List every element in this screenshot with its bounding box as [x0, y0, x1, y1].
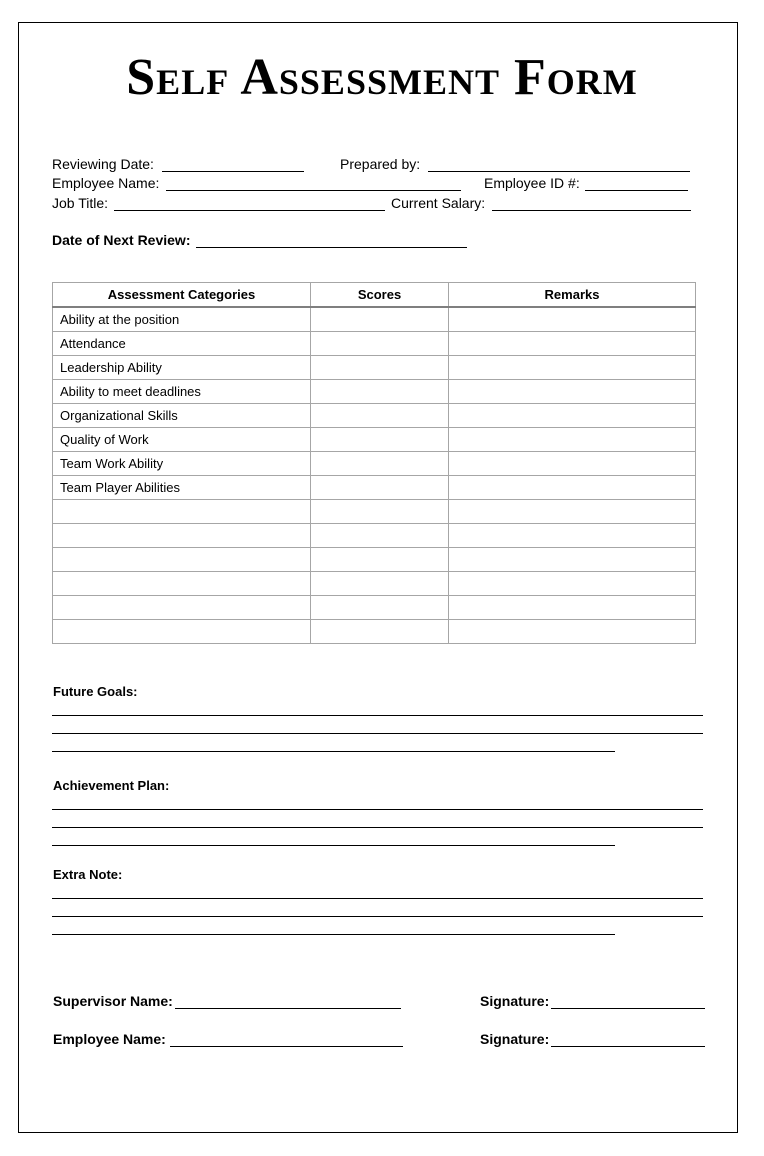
column-header-scores: Scores — [311, 283, 449, 308]
future-goals-line-3[interactable] — [52, 751, 615, 752]
remarks-cell[interactable] — [449, 380, 696, 404]
remarks-cell[interactable] — [449, 500, 696, 524]
table-header-row — [53, 283, 696, 308]
remarks-cell[interactable] — [449, 428, 696, 452]
employee-id-line — [585, 190, 688, 191]
score-cell[interactable] — [311, 596, 449, 620]
job-title-line — [114, 210, 385, 211]
supervisor-signature-line — [551, 1008, 705, 1009]
next-review-field[interactable] — [52, 232, 190, 248]
remarks-cell[interactable] — [449, 404, 696, 428]
category-cell: Quality of Work — [53, 428, 311, 452]
table-row — [53, 380, 696, 404]
category-cell — [53, 500, 311, 524]
remarks-cell[interactable] — [449, 596, 696, 620]
score-cell[interactable] — [311, 428, 449, 452]
prepared-by-line — [428, 171, 690, 172]
job-title-field[interactable] — [52, 195, 108, 211]
reviewing-date-line — [162, 171, 304, 172]
next-review-line — [196, 247, 467, 248]
future-goals-label: Future Goals: — [53, 684, 138, 699]
achievement-plan-label: Achievement Plan: — [53, 778, 170, 793]
score-cell[interactable] — [311, 380, 449, 404]
score-cell[interactable] — [311, 476, 449, 500]
assessment-table — [52, 282, 696, 644]
score-cell[interactable] — [311, 500, 449, 524]
category-cell — [53, 620, 311, 644]
employee-name-sign-field[interactable] — [53, 1031, 166, 1047]
column-header-categories: Assessment Categories — [53, 283, 311, 308]
category-cell: Ability at the position — [53, 307, 311, 332]
employee-id-label: Employee ID #: — [484, 175, 580, 191]
extra-note-line-2[interactable] — [52, 916, 703, 917]
score-cell[interactable] — [311, 620, 449, 644]
category-cell: Ability to meet deadlines — [53, 380, 311, 404]
score-cell[interactable] — [311, 452, 449, 476]
table-row — [53, 596, 696, 620]
employee-signature-label: Signature: — [480, 1031, 550, 1047]
future-goals-line-1[interactable] — [52, 715, 703, 716]
table-row — [53, 428, 696, 452]
supervisor-name-label: Supervisor Name: — [53, 993, 173, 1009]
remarks-cell[interactable] — [449, 356, 696, 380]
remarks-cell[interactable] — [449, 332, 696, 356]
supervisor-signature-field[interactable] — [480, 993, 549, 1009]
remarks-cell[interactable] — [449, 548, 696, 572]
extra-note-line-3[interactable] — [52, 934, 615, 935]
employee-name-label: Employee Name: — [52, 175, 160, 191]
job-title-label: Job Title: — [52, 195, 109, 211]
remarks-cell[interactable] — [449, 452, 696, 476]
employee-id-field[interactable] — [484, 175, 580, 191]
employee-signature-field[interactable] — [480, 1031, 549, 1047]
score-cell[interactable] — [311, 307, 449, 332]
category-cell: Team Player Abilities — [53, 476, 311, 500]
table-row — [53, 524, 696, 548]
table-row — [53, 332, 696, 356]
table-row — [53, 307, 696, 332]
achievement-plan-line-1[interactable] — [52, 809, 703, 810]
current-salary-label: Current Salary: — [391, 195, 486, 211]
remarks-cell[interactable] — [449, 476, 696, 500]
category-cell: Team Work Ability — [53, 452, 311, 476]
category-cell — [53, 548, 311, 572]
score-cell[interactable] — [311, 332, 449, 356]
form-title: Self Assessment Form — [126, 49, 638, 106]
remarks-cell[interactable] — [449, 524, 696, 548]
remarks-cell[interactable] — [449, 307, 696, 332]
table-row — [53, 476, 696, 500]
column-header-remarks: Remarks — [449, 283, 696, 308]
employee-name-field[interactable] — [52, 175, 159, 191]
employee-name-sign-label: Employee Name: — [53, 1031, 166, 1047]
table-row — [53, 452, 696, 476]
employee-signature-line — [551, 1046, 705, 1047]
table-body — [53, 307, 696, 644]
score-cell[interactable] — [311, 404, 449, 428]
table-row — [53, 572, 696, 596]
future-goals-line-2[interactable] — [52, 733, 703, 734]
reviewing-date-label: Reviewing Date: — [52, 156, 154, 172]
supervisor-name-field[interactable] — [53, 993, 173, 1009]
extra-note-label: Extra Note: — [53, 867, 123, 882]
table-row — [53, 620, 696, 644]
achievement-plan-line-3[interactable] — [52, 845, 615, 846]
employee-name-sign-line — [170, 1046, 403, 1047]
remarks-cell[interactable] — [449, 620, 696, 644]
table-row — [53, 548, 696, 572]
current-salary-line — [492, 210, 691, 211]
score-cell[interactable] — [311, 572, 449, 596]
prepared-by-label: Prepared by: — [340, 156, 421, 172]
prepared-by-field[interactable] — [340, 156, 420, 172]
extra-note-line-1[interactable] — [52, 898, 703, 899]
remarks-cell[interactable] — [449, 572, 696, 596]
score-cell[interactable] — [311, 548, 449, 572]
category-cell: Organizational Skills — [53, 404, 311, 428]
score-cell[interactable] — [311, 356, 449, 380]
reviewing-date-field[interactable] — [52, 156, 154, 172]
category-cell — [53, 572, 311, 596]
current-salary-field[interactable] — [391, 195, 485, 211]
table-row — [53, 356, 696, 380]
score-cell[interactable] — [311, 524, 449, 548]
category-cell — [53, 596, 311, 620]
category-cell: Leadership Ability — [53, 356, 311, 380]
next-review-label: Date of Next Review: — [52, 232, 191, 248]
table-row — [53, 500, 696, 524]
category-cell — [53, 524, 311, 548]
supervisor-name-line — [175, 1008, 401, 1009]
achievement-plan-line-2[interactable] — [52, 827, 703, 828]
table-row — [53, 404, 696, 428]
employee-name-line — [166, 190, 461, 191]
supervisor-signature-label: Signature: — [480, 993, 550, 1009]
category-cell: Attendance — [53, 332, 311, 356]
